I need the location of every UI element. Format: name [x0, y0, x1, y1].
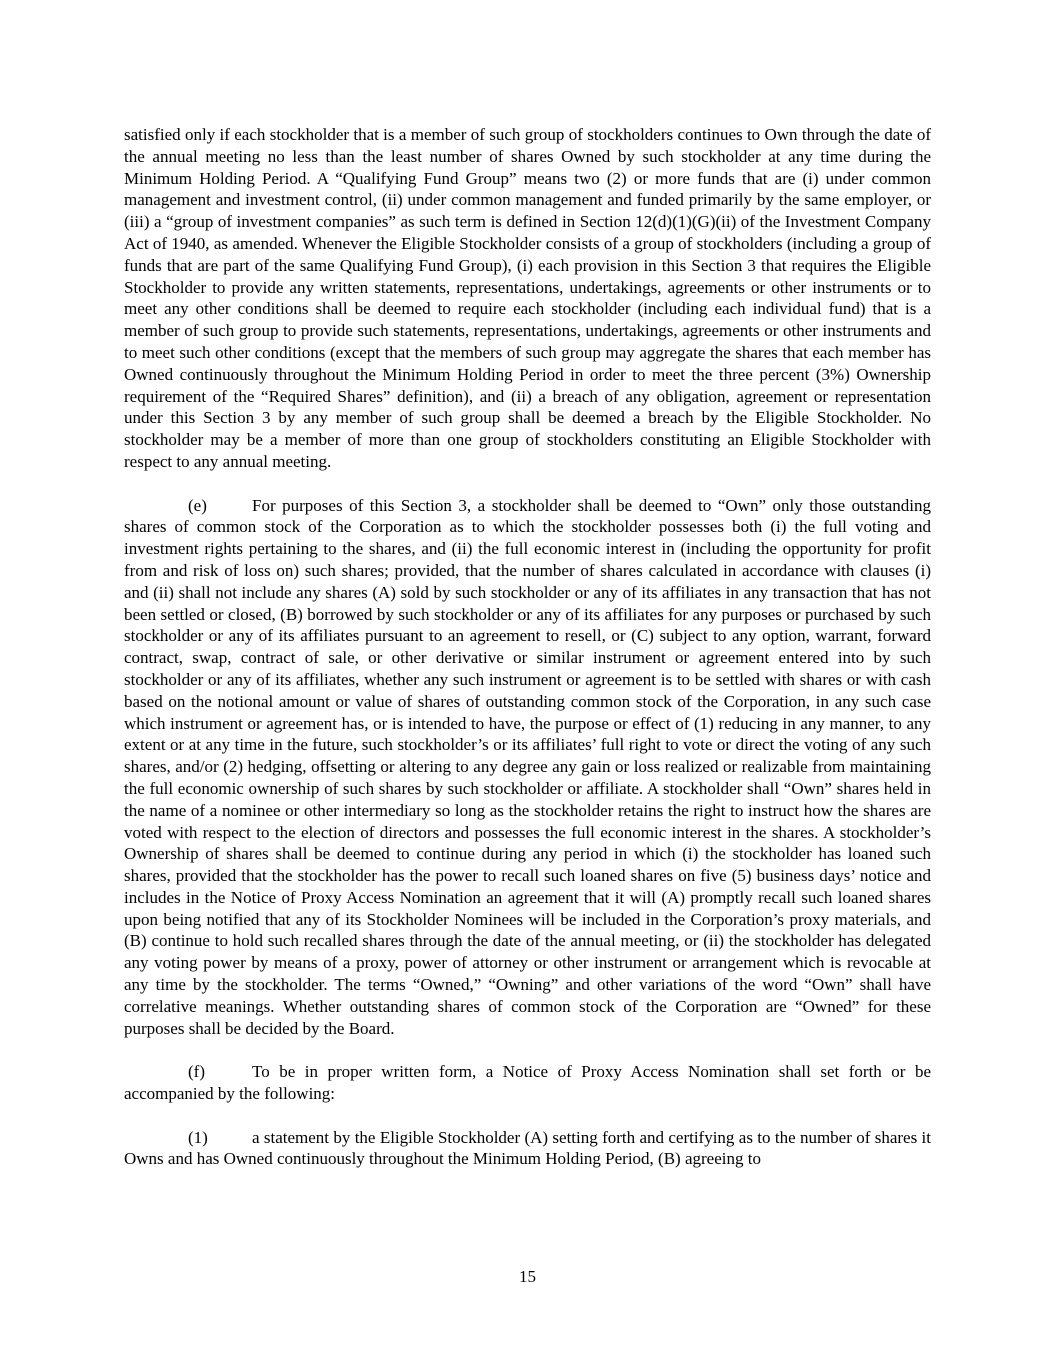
paragraph-f: [124, 1061, 931, 1105]
paragraph-label: (f): [188, 1062, 205, 1082]
paragraph-text: To be in proper written form, a Notice of Proxy Access Nomination shall set forth or be accompanied by the following:: [124, 1062, 931, 1104]
paragraph-text: For purposes of this Section 3, a stockholder shall be deemed to “Own” only those outstanding shares of common stock of the Corporation as to which the stockholder possesses both (i) the full voting and investment rights pertaining to the shares, and (ii) the full economic interest in (including the opportunity for profit from and risk of loss on) such shares; provided, that the number of shares calculated in accordance with clauses (i) and (ii) shall not include any shares (A) sold by such stockholder or any of its affiliates in any transaction that has not been settled or closed, (B) borrowed by such stockholder or any of its affiliates for any purposes or purchased by such stockholder or any of its affiliates pursuant to an agreement to resell, or (C) subject to any option, warrant, forward contract, swap, contract of sale, or other derivative or similar instrument or agreement entered into by such stockholder or any of its affiliates, whether any such instrument or agreement is to be settled with shares or with cash based on the notional amount or value of shares of outstanding common stock of the Corporation, in any such case which instrument or agreement has, or is intended to have, the purpose or effect of (1) reducing in any manner, to any extent or at any time in the future, such stockholder’s or its affiliates’ full right to vote or direct the voting of any such shares, and/or (2) hedging, offsetting or altering to any degree any gain or loss realized or realizable from maintaining the full economic ownership of such shares by such stockholder or affiliate. A stockholder shall “Own” shares held in the name of a nominee or other intermediary so long as the stockholder retains the right to instruct how the shares are voted with respect to the election of directors and possesses the full economic interest in the shares. A stockholder’s Ownership of shares shall be deemed to continue during any period in which (i) the stockholder has loaned such shares, provided that the stockholder has the power to recall such loaned shares on five (5) business days’ notice and includes in the Notice of Proxy Access Nomination an agreement that it will (A) promptly recall such loaned shares upon being notified that any of its Stockholder Nominees will be included in the Corporation’s proxy materials, and (B) continue to hold such recalled shares through the date of the annual meeting, or (ii) the stockholder has delegated any voting power by means of a proxy, power of attorney or other instrument or arrangement which is revocable at any time by the stockholder. The terms “Owned,” “Owning” and other variations of the word “Own” shall have correlative meanings. Whether outstanding shares of common stock of the Corporation are “Owned” for these purposes shall be decided by the Board.: [124, 495, 931, 1038]
paragraph-label: (1): [188, 1127, 208, 1147]
paragraph-text: satisfied only if each stockholder that is a member of such group of stockholders continues to Own through the date of the annual meeting no less than the least number of shares Owned by such stockholder at any time during the Minimum Holding Period. A “Qualifying Fund Group” means two (2) or more funds that are (i) under common management and investment control, (ii) under common management and funded primarily by the same employer, or (iii) a “group of investment companies” as such term is defined in Section 12(d)(1)(G)(ii) of the Investment Company Act of 1940, as amended. Whenever the Eligible Stockholder consists of a group of stockholders (including a group of funds that are part of the same Qualifying Fund Group), (i) each provision in this Section 3 that requires the Eligible Stockholder to provide any written statements, representations, undertakings, agreements or other instruments or to meet any other conditions shall be deemed to require each stockholder (including each individual fund) that is a member of such group to provide such statements, representations, undertakings, agreements or other instruments and to meet such other conditions (except that the members of such group may aggregate the shares that each member has Owned continuously throughout the Minimum Holding Period in order to meet the three percent (3%) Ownership requirement of the “Required Shares” definition), and (ii) a breach of any obligation, agreement or representation under this Section 3 by any member of such group shall be deemed a breach by the Eligible Stockholder. No stockholder may be a member of more than one group of stockholders constituting an Eligible Stockholder with respect to any annual meeting.: [124, 125, 931, 471]
page-number: 15: [519, 1267, 536, 1286]
paragraph-continuation: [124, 124, 931, 473]
paragraph-e: [124, 495, 931, 1040]
paragraph-text: a statement by the Eligible Stockholder (A) setting forth and certifying as to the number of shares it Owns and has Owned continuously throughout the Minimum Holding Period, (B) agreeing to: [124, 1127, 931, 1169]
paragraph-f1: [124, 1127, 931, 1171]
paragraph-label: (e): [188, 495, 207, 515]
document-page: [124, 124, 931, 1192]
